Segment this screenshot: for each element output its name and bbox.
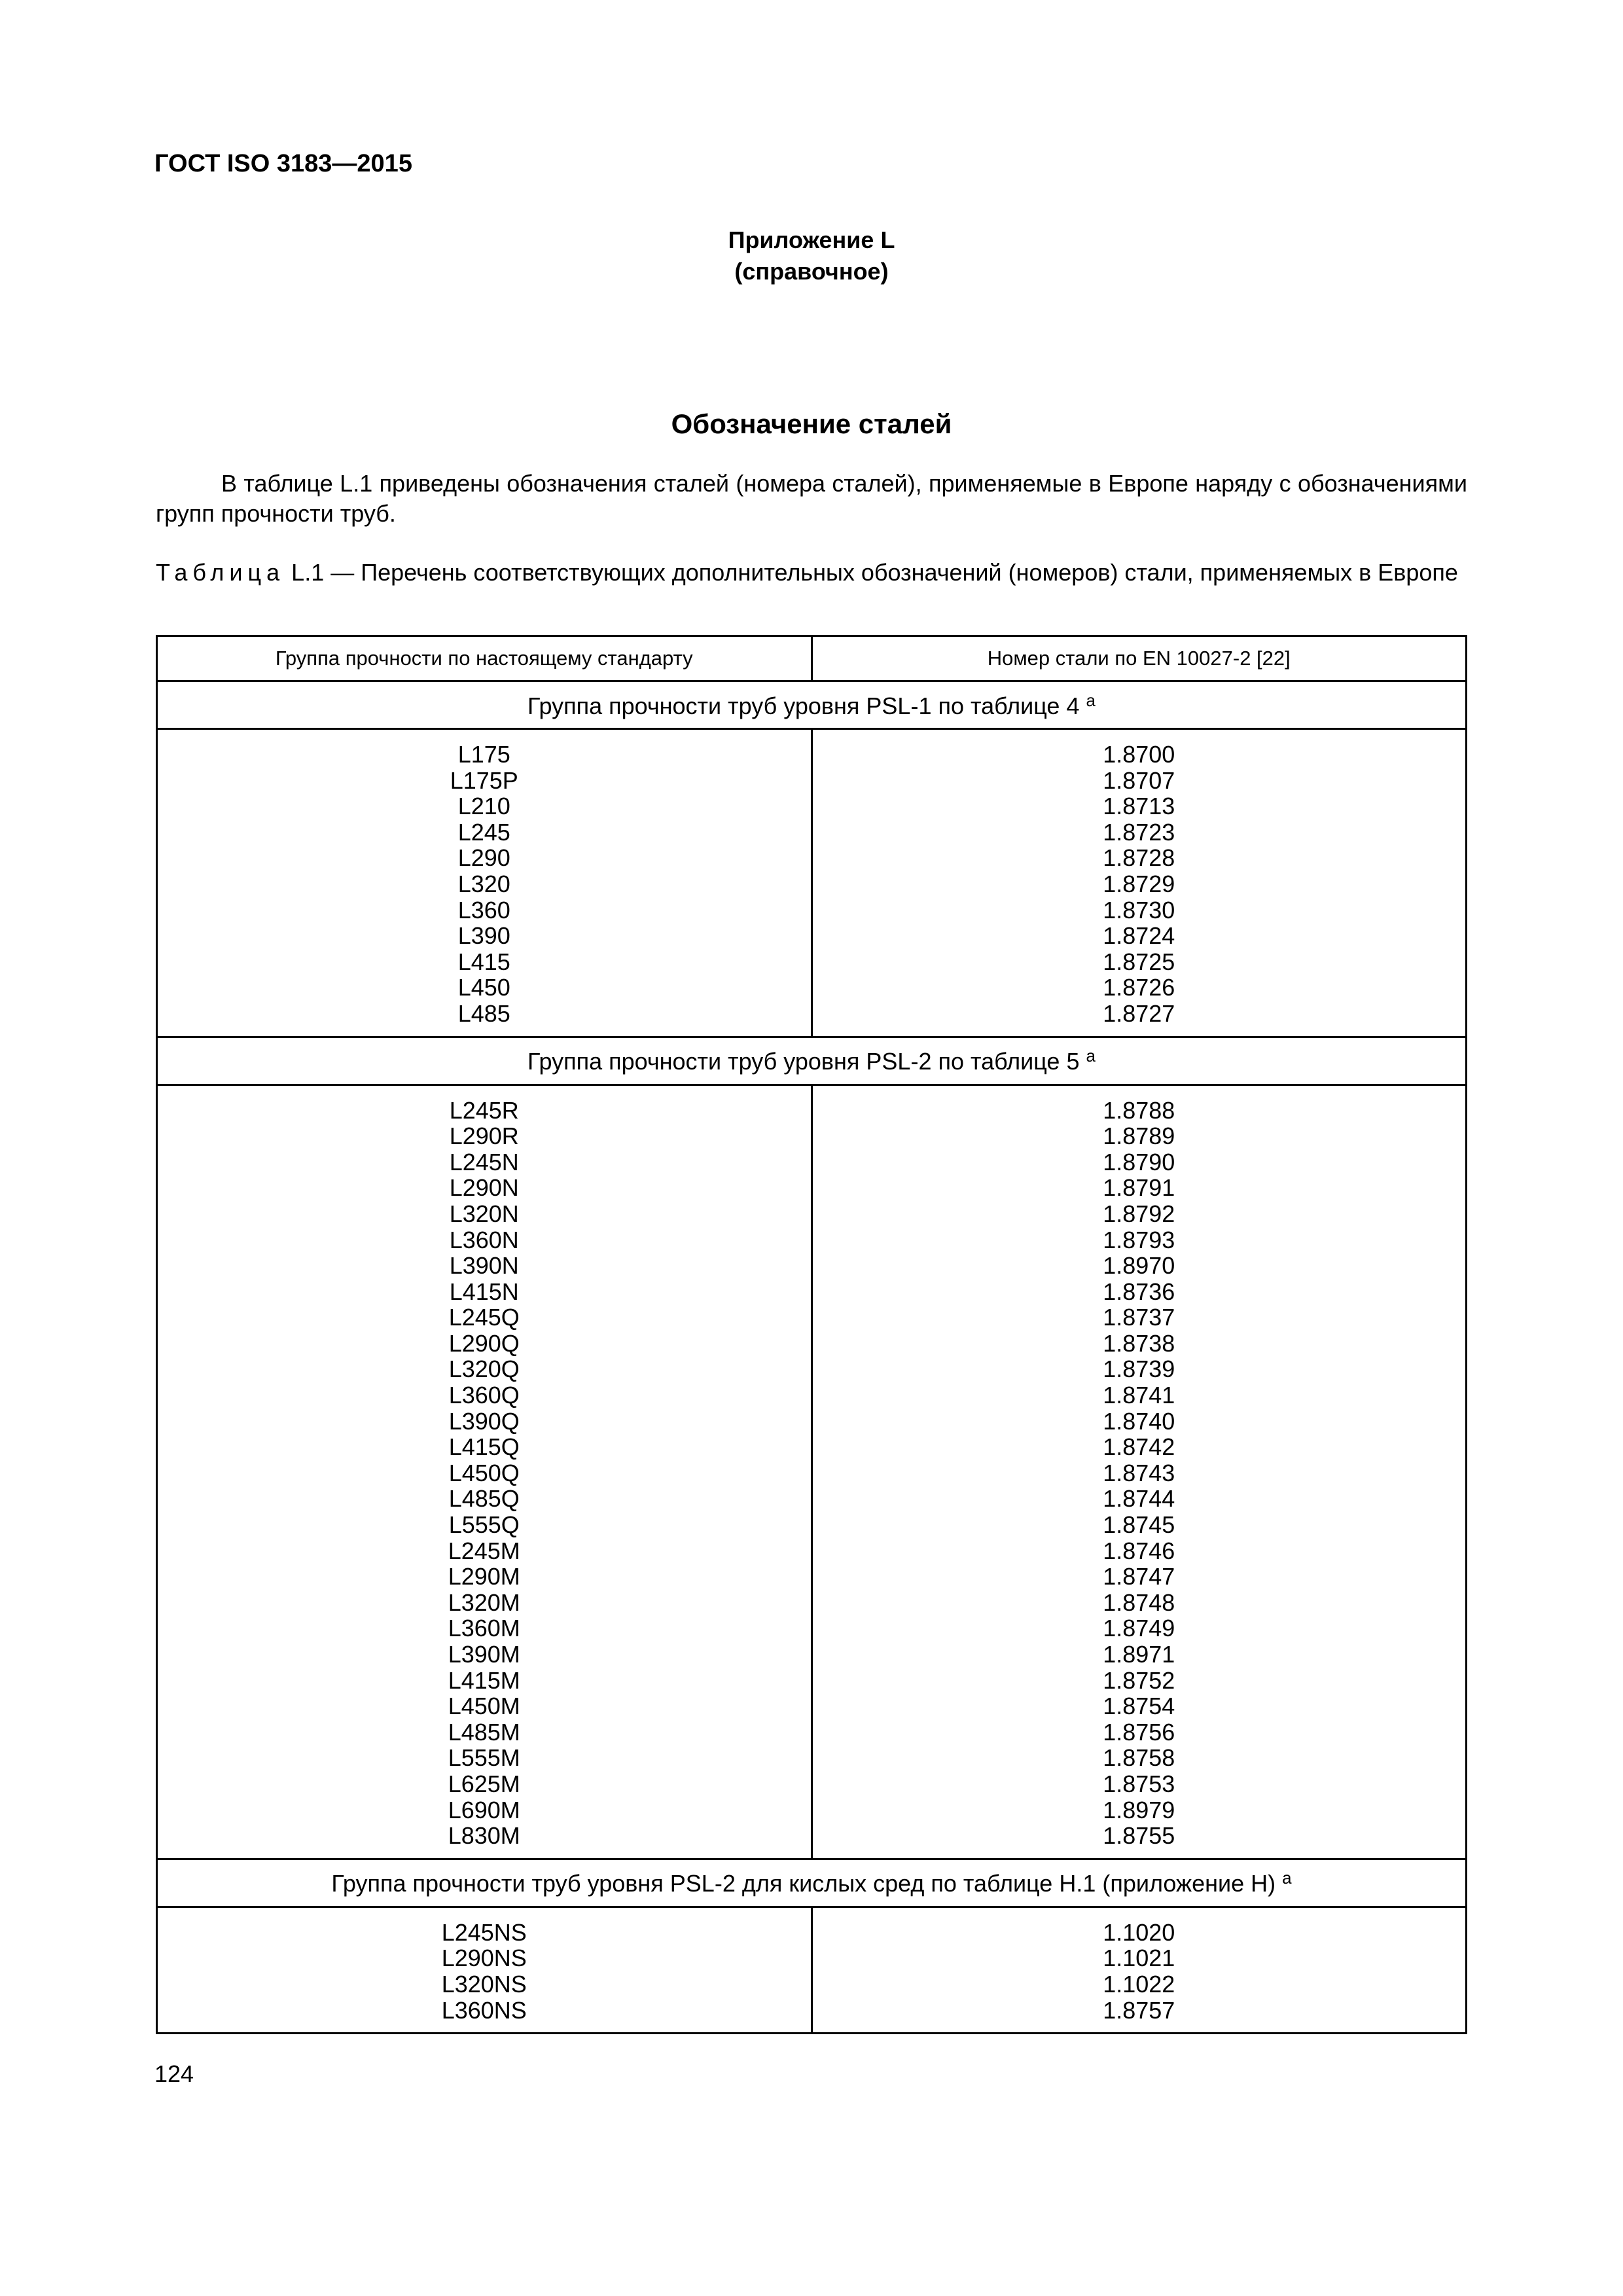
steel-number-cell: 1.8744: [1103, 1485, 1175, 1513]
grade-cell: L485Q: [448, 1485, 520, 1513]
steel-number-cell: 1.8789: [1103, 1122, 1175, 1150]
steel-number-cell: 1.8979: [1103, 1796, 1175, 1823]
grade-list-psl2-sour: [157, 1907, 812, 2033]
grade-cell: L245NS: [441, 1918, 527, 1946]
steel-number-cell: 1.8752: [1103, 1666, 1175, 1694]
grade-cell: L320Q: [448, 1355, 520, 1383]
steel-number-cell: 1.1021: [1103, 1945, 1175, 1972]
steel-number-cell: 1.8970: [1103, 1252, 1175, 1280]
grade-cell: L485M: [448, 1718, 520, 1746]
grade-cell: L360N: [449, 1226, 519, 1253]
steel-number-cell: 1.8739: [1103, 1355, 1175, 1383]
steel-number-cell: 1.8791: [1103, 1174, 1175, 1202]
table-header-row: [157, 636, 1467, 681]
grade-cell: L245N: [449, 1148, 519, 1175]
steel-number-cell: 1.8728: [1103, 844, 1175, 872]
group-title-row: [157, 681, 1467, 729]
steel-number-cell: 1.8792: [1103, 1200, 1175, 1227]
grade-cell: L210: [457, 793, 510, 820]
steel-number-cell: 1.8758: [1103, 1744, 1175, 1772]
grade-cell: L175P: [450, 766, 518, 794]
steel-number-cell: 1.8745: [1103, 1511, 1175, 1539]
steel-number-cell: 1.1020: [1103, 1918, 1175, 1946]
steel-number-cell: 1.8749: [1103, 1615, 1175, 1642]
grade-cell: L625M: [448, 1770, 520, 1797]
grade-cell: L245M: [448, 1537, 520, 1564]
grade-cell: L390Q: [448, 1407, 520, 1435]
grade-cell: L415Q: [448, 1433, 520, 1461]
steel-number-cell: 1.8971: [1103, 1641, 1175, 1668]
grade-cell: L390N: [449, 1252, 519, 1280]
grade-cell: L245: [457, 818, 510, 846]
grade-cell: L360: [457, 896, 510, 924]
steel-number-cell: 1.8743: [1103, 1459, 1175, 1486]
column-header-steel-number: Номер стали по EN 10027-2 [22]: [812, 636, 1467, 681]
steel-number-cell: 1.8753: [1103, 1770, 1175, 1797]
steel-number-cell: 1.8713: [1103, 793, 1175, 820]
table-caption: [156, 558, 1467, 588]
steel-number-cell: 1.8756: [1103, 1718, 1175, 1746]
footnote-marker: a: [1086, 690, 1096, 710]
group-title-psl1: [157, 681, 1467, 729]
grade-cell: L450: [457, 974, 510, 1001]
group-title-text: Группа прочности труб уровня PSL-2 по таблице 5: [527, 1048, 1080, 1075]
grade-cell: L415N: [449, 1278, 519, 1305]
steel-number-cell: 1.8723: [1103, 818, 1175, 846]
grade-cell: L415: [457, 948, 510, 975]
column-header-grade: Группа прочности по настоящему стандарту: [157, 636, 812, 681]
steel-number-cell: 1.8725: [1103, 948, 1175, 975]
grade-cell: L390: [457, 922, 510, 950]
grade-list-psl1: [157, 729, 812, 1037]
steel-number-list-psl2-sour: [812, 1907, 1467, 2033]
intro-paragraph: В таблице L.1 приведены обозначения сталей (номера сталей), применяемые в Европе наряду с обозначениями групп прочности труб.: [156, 470, 1467, 527]
steel-number-cell: 1.8747: [1103, 1563, 1175, 1590]
footnote-marker: a: [1282, 1868, 1292, 1888]
table-caption-text: L.1 — Перечень соответствующих дополнительных обозначений (номеров) стали, применяемых в Европе: [291, 559, 1458, 586]
steel-number-cell: 1.8740: [1103, 1407, 1175, 1435]
grade-list-psl2: [157, 1085, 812, 1859]
grade-cell: L830M: [448, 1822, 520, 1850]
grade-cell: L360NS: [441, 1996, 527, 2024]
grade-cell: L320M: [448, 1588, 520, 1616]
steel-number-cell: 1.8754: [1103, 1693, 1175, 1720]
steel-number-list-psl1: [812, 729, 1467, 1037]
group-title-psl2-sour: [157, 1859, 1467, 1907]
group-title-text: Группа прочности труб уровня PSL-2 для кислых сред по таблице H.1 (приложение H): [331, 1870, 1276, 1897]
grade-cell: L485: [457, 999, 510, 1027]
steel-table-container: [156, 635, 1467, 2034]
footnote-marker: a: [1086, 1046, 1096, 1066]
steel-designation-table: [156, 635, 1467, 2034]
grade-cell: L450M: [448, 1693, 520, 1720]
steel-number-cell: 1.8788: [1103, 1096, 1175, 1124]
steel-number-cell: 1.8737: [1103, 1304, 1175, 1331]
group-title-text: Группа прочности труб уровня PSL-1 по таблице 4: [527, 692, 1080, 719]
group-title-row: [157, 1859, 1467, 1907]
table-caption-label: Таблица: [156, 559, 285, 586]
appendix-subtitle: (справочное): [734, 258, 889, 285]
group-list-row: [157, 1085, 1467, 1859]
grade-cell: L320NS: [441, 1970, 527, 1998]
steel-number-cell: 1.8730: [1103, 896, 1175, 924]
steel-number-cell: 1.8729: [1103, 870, 1175, 897]
steel-number-cell: 1.8724: [1103, 922, 1175, 950]
grade-cell: L555Q: [448, 1511, 520, 1539]
grade-cell: L360Q: [448, 1382, 520, 1409]
grade-cell: L360M: [448, 1615, 520, 1642]
group-title-row: [157, 1037, 1467, 1085]
steel-number-cell: 1.8757: [1103, 1996, 1175, 2024]
grade-cell: L290: [457, 844, 510, 872]
grade-cell: L290N: [449, 1174, 519, 1202]
steel-number-cell: 1.8746: [1103, 1537, 1175, 1564]
grade-cell: L290M: [448, 1563, 520, 1590]
steel-number-cell: 1.1022: [1103, 1970, 1175, 1998]
steel-number-cell: 1.8707: [1103, 766, 1175, 794]
grade-cell: L690M: [448, 1796, 520, 1823]
steel-number-cell: 1.8742: [1103, 1433, 1175, 1461]
steel-number-cell: 1.8790: [1103, 1148, 1175, 1175]
grade-cell: L290Q: [448, 1329, 520, 1357]
steel-number-cell: 1.8700: [1103, 741, 1175, 768]
grade-cell: L390M: [448, 1641, 520, 1668]
grade-cell: L320N: [449, 1200, 519, 1227]
section-title: Обозначение сталей: [671, 408, 952, 439]
steel-number-cell: 1.8741: [1103, 1382, 1175, 1409]
grade-cell: L245Q: [448, 1304, 520, 1331]
steel-number-cell: 1.8736: [1103, 1278, 1175, 1305]
grade-cell: L555M: [448, 1744, 520, 1772]
grade-cell: L245R: [449, 1096, 519, 1124]
steel-number-cell: 1.8793: [1103, 1226, 1175, 1253]
grade-cell: L175: [457, 741, 510, 768]
page-number: 124: [154, 2060, 194, 2087]
group-title-psl2: [157, 1037, 1467, 1085]
appendix-title: Приложение L: [728, 226, 895, 253]
steel-number-cell: 1.8748: [1103, 1588, 1175, 1616]
group-list-row: [157, 1907, 1467, 2033]
grade-cell: L320: [457, 870, 510, 897]
grade-cell: L290NS: [441, 1945, 527, 1972]
group-list-row: [157, 729, 1467, 1037]
grade-cell: L450Q: [448, 1459, 520, 1486]
steel-number-cell: 1.8726: [1103, 974, 1175, 1001]
steel-number-list-psl2: [812, 1085, 1467, 1859]
steel-number-cell: 1.8738: [1103, 1329, 1175, 1357]
steel-number-cell: 1.8727: [1103, 999, 1175, 1027]
steel-number-cell: 1.8755: [1103, 1822, 1175, 1850]
grade-cell: L415M: [448, 1666, 520, 1694]
document-code: ГОСТ ISO 3183—2015: [154, 150, 412, 177]
grade-cell: L290R: [449, 1122, 519, 1150]
